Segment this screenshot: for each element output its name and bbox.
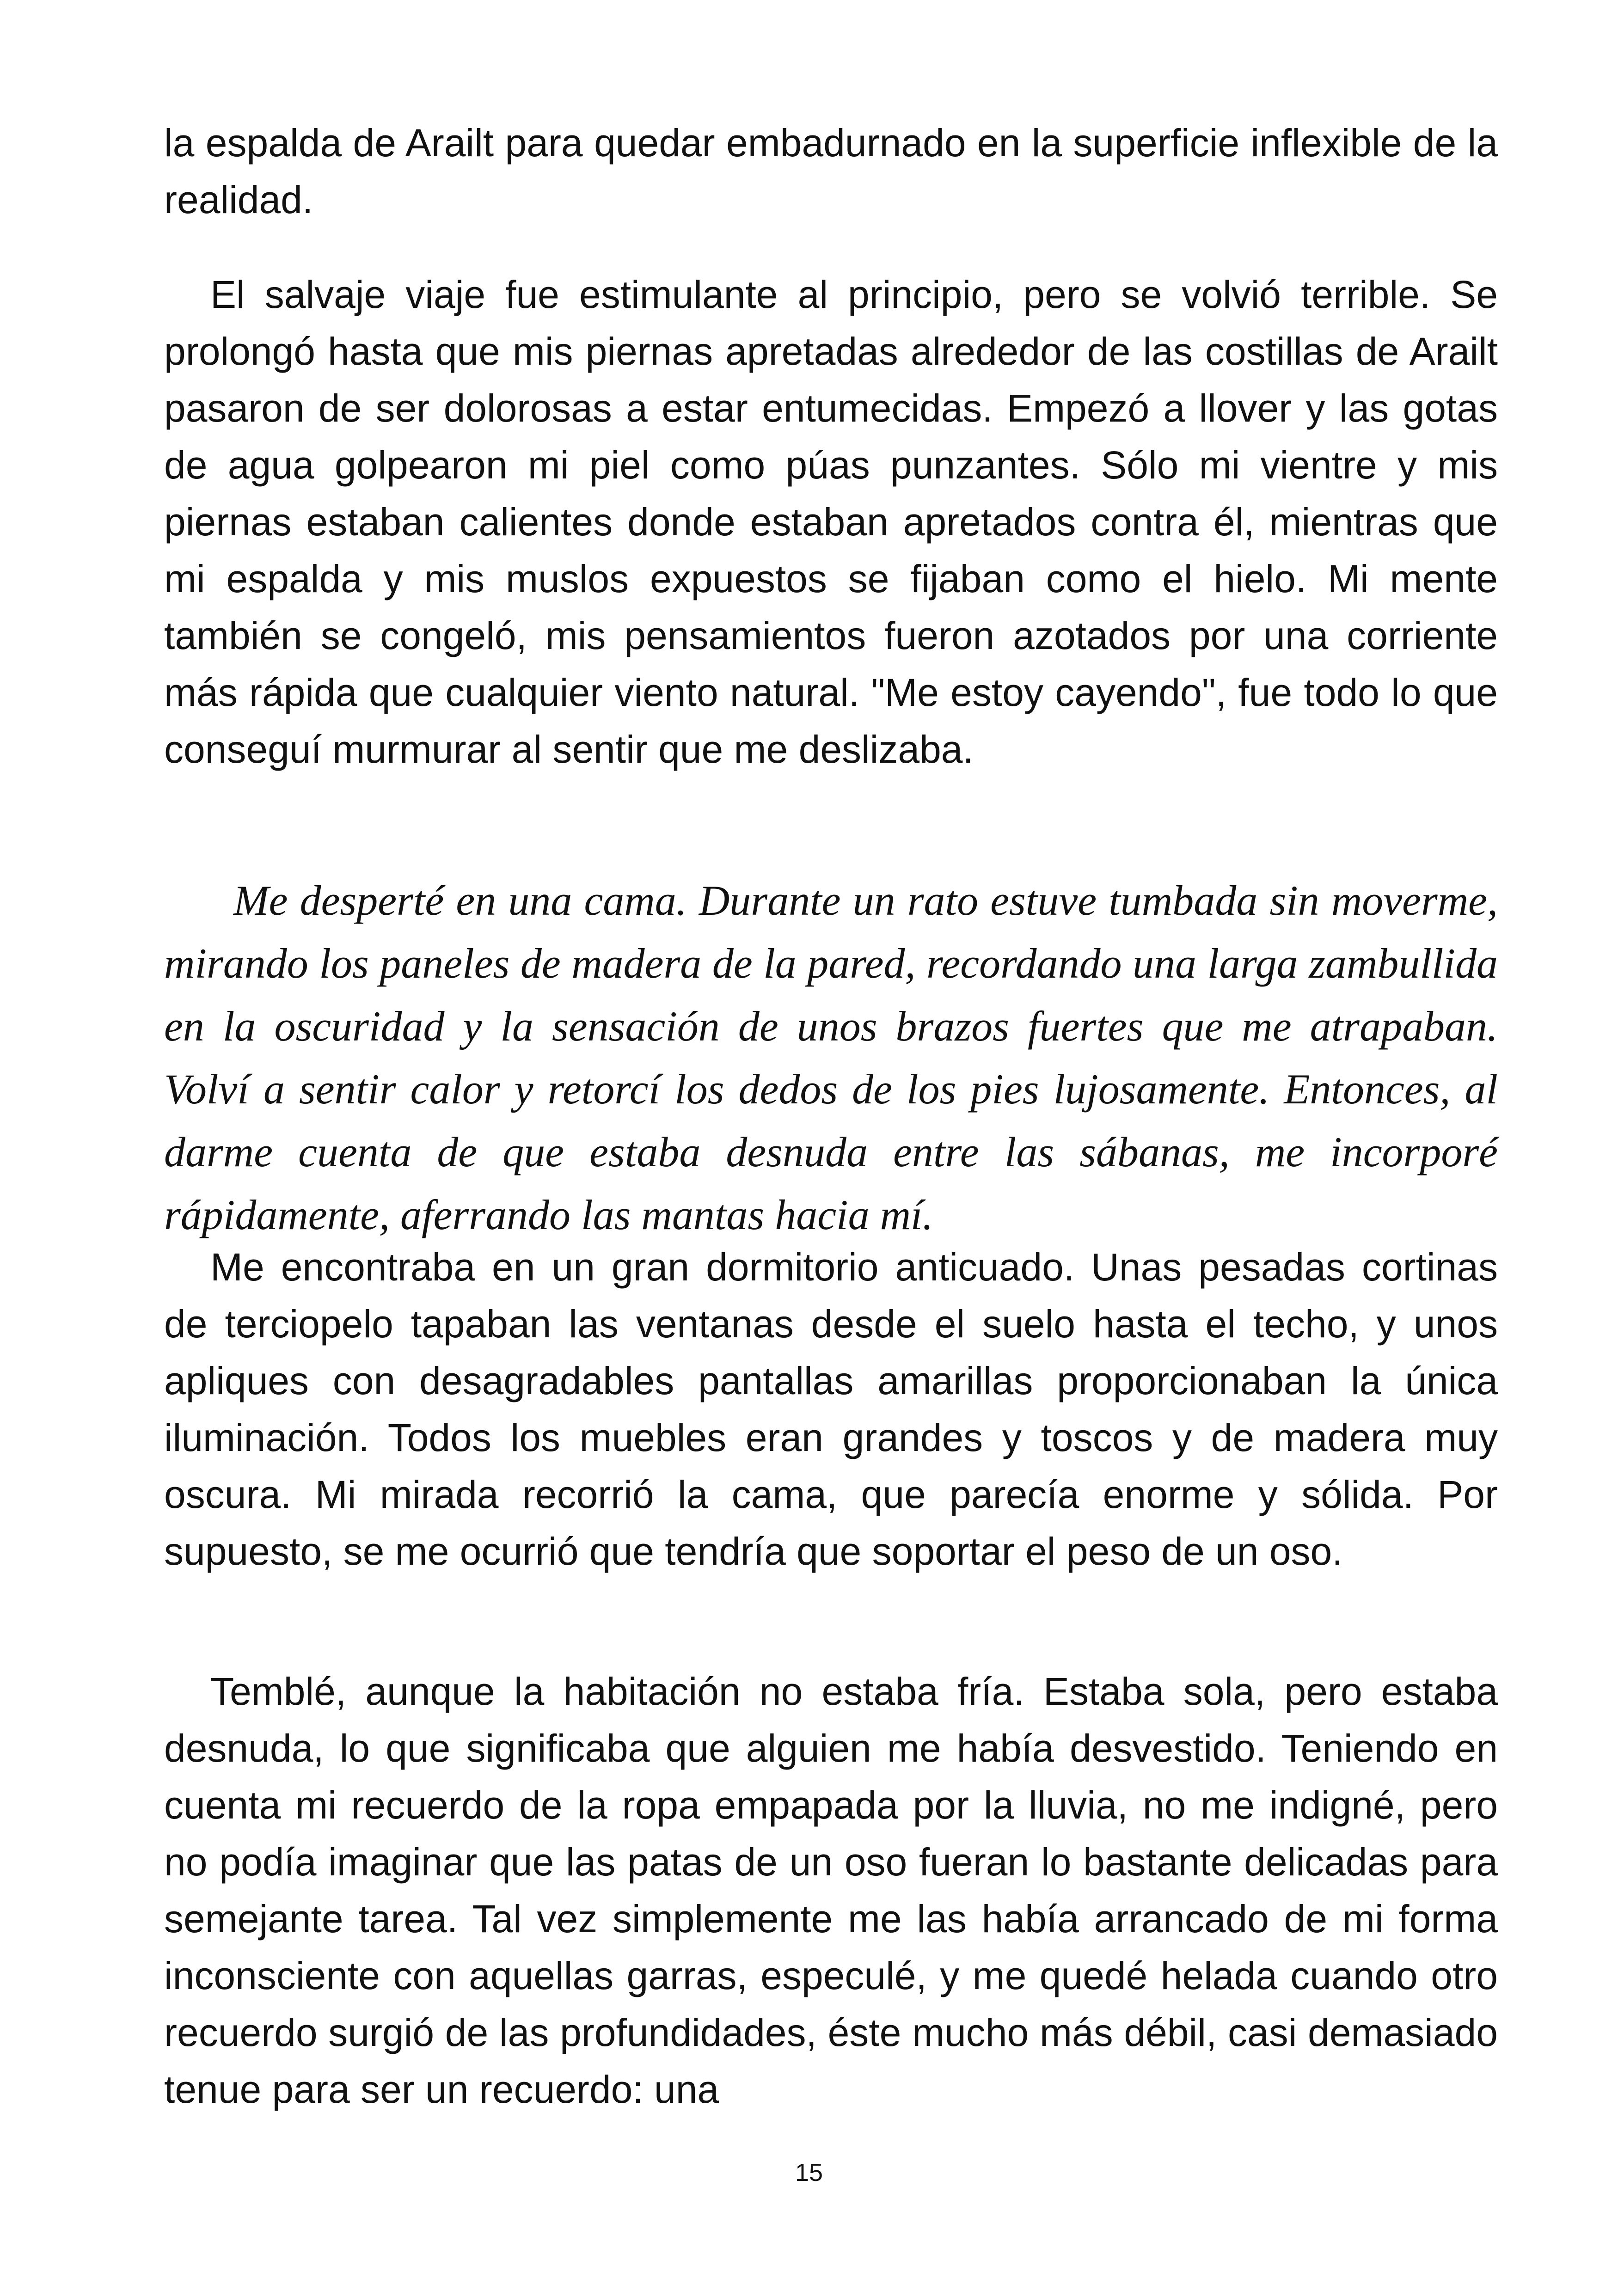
paragraph-ride: El salvaje viaje fue estimulante al principio, pero se volvió terrible. Se prolongó hasta que mis piernas apretadas alrededor de las costillas de Arailt pasaron de ser dolorosas a estar entumecidas. Empezó a llover y las gotas de agua golpearon mi piel como púas punzantes. Sólo mi vientre y mis piernas estaban calientes donde estaban apretados contra él, mientras que mi espalda y mis muslos expuestos se fijaban como el hielo. Mi mente también se congeló, mis pensamientos fueron azotados por una corriente más rápida que cualquier viento natural. "Me estoy cayendo", fue todo lo que conseguí murmurar al sentir que me deslizaba. [164, 273, 1498, 771]
page-number: 15 [795, 2159, 823, 2186]
paragraph-continuation: la espalda de Arailt para quedar embadurnado en la superficie inflexible de la realidad. [164, 121, 1498, 221]
paragraph-memory: Temblé, aunque la habitación no estaba fría. Estaba sola, pero estaba desnuda, lo que significaba que alguien me había desvestido. Teniendo en cuenta mi recuerdo de la ropa empapada por la lluvia, no me indigné, pero no podía imaginar que las patas de un oso fueran lo bastante delicadas para semejante tarea. Tal vez simplemente me las había arrancado de mi forma inconsciente con aquellas garras, especulé, y me quedé helada cuando otro recuerdo surgió de las profundidades, éste mucho más débil, casi demasiado tenue para ser un recuerdo: una [164, 1670, 1498, 2111]
paragraph-bedroom: Me encontraba en un gran dormitorio anticuado. Unas pesadas cortinas de terciopelo tapaban las ventanas desde el suelo hasta el techo, y unos apliques con desagradables pantallas amarillas proporcionaban la única iluminación. Todos los muebles eran grandes y toscos y de madera muy oscura. Mi mirada recorrió la cama, que parecía enorme y sólida. Por supuesto, se me ocurrió que tendría que soportar el peso de un oso. [164, 1245, 1498, 1573]
paragraph-awakening-italic: Me desperté en una cama. Durante un rato estuve tumbada sin moverme, mirando los paneles de madera de la pared, recordando una larga zambullida en la oscuridad y la sensación de unos brazos fuertes que me atrapaban. Volví a sentir calor y retorcí los dedos de los pies lujosamente. Entonces, al darme cuenta de que estaba desnuda entre las sábanas, me incorporé rápidamente, aferrando las mantas hacia mí. [164, 877, 1498, 1238]
